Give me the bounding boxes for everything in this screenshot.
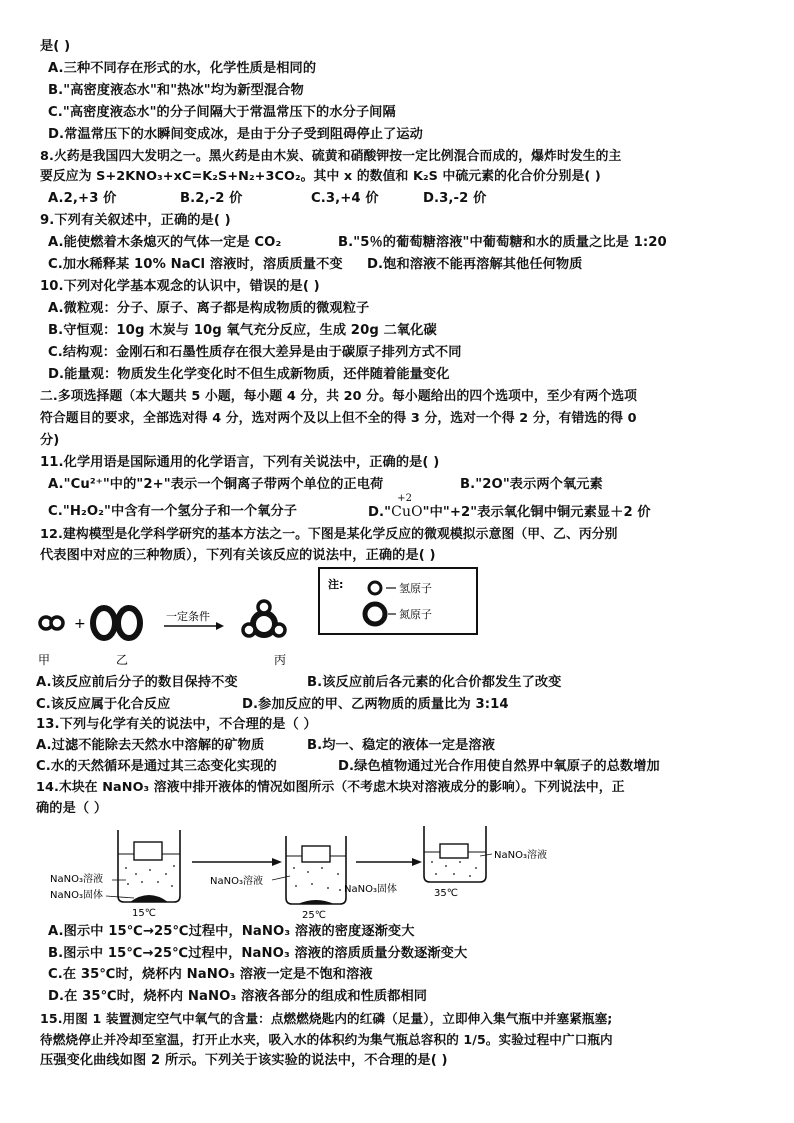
q11-option-c: C."H₂O₂"中含有一个氢分子和一个氧分子 bbox=[48, 504, 298, 519]
cuo-text: CuO bbox=[391, 504, 423, 520]
q8-option-c: C.3,+4 价 bbox=[311, 191, 379, 206]
legend-n-atom bbox=[365, 604, 385, 624]
q9-option-c: C.加水稀释某 10% NaCl 溶液时，溶质质量不变 bbox=[48, 257, 343, 272]
label-bing: 丙 bbox=[274, 653, 287, 667]
section2-header: 二.多项选择题（本大题共 5 小题，每小题 4 分，共 20 分。每小题给出的四个选项中，至少有两个选项 bbox=[40, 389, 638, 404]
q14-option-b: B.图示中 15℃→25℃过程中，NaNO₃ 溶液的溶质质量分数逐渐变大 bbox=[48, 946, 468, 961]
q13-option-c: C.水的天然循环是通过其三态变化实现的 bbox=[36, 759, 277, 774]
section2-header-cont: 符合题目的要求，全部选对得 4 分，选对两个及以上但不全的得 3 分，选对一个得 2 分，有错选的得 0 bbox=[40, 411, 637, 426]
legend-n-label: 氮原子 bbox=[399, 608, 432, 621]
q14-option-c: C.在 35℃时，烧杯内 NaNO₃ 溶液一定是不饱和溶液 bbox=[48, 967, 373, 982]
q10-option-c: C.结构观：金刚石和石墨性质存在很大差异是由于碳原子排列方式不同 bbox=[48, 345, 462, 360]
q8-option-b: B.2,-2 价 bbox=[180, 191, 243, 206]
q10-option-d: D.能量观：物质发生化学变化时不但生成新物质，还伴随着能量变化 bbox=[48, 367, 450, 382]
q14-stem: 14.木块在 NaNO₃ 溶液中排开液体的情况如图所示（不考虑木块对溶液成分的影响）。下列说法中，正 bbox=[36, 780, 625, 795]
q8-option-d: D.3,-2 价 bbox=[423, 191, 487, 206]
solution-label-2: NaNO₃溶液 bbox=[210, 876, 263, 887]
beaker-figure bbox=[50, 818, 570, 920]
q12-stem-cont: 代表图中对应的三种物质），下列有关该反应的说法中，正确的是( ) bbox=[40, 548, 436, 563]
q15-stem: 15.用图 1 装置测定空气中氧气的含量：点燃燃烧匙内的红磷（足量），立即伸入集气瓶中并塞紧瓶塞; bbox=[40, 1011, 613, 1026]
q9-stem: 9.下列有关叙述中，正确的是( ) bbox=[40, 213, 231, 228]
q12-option-c: C.该反应属于化合反应 bbox=[36, 697, 171, 712]
q7-option-d: D.常温常压下的水瞬间变成冰，是由于分子受到阻碍停止了运动 bbox=[48, 127, 423, 142]
q9-option-b: B."5％的葡萄糖溶液"中葡萄糖和水的质量之比是 1:20 bbox=[338, 235, 667, 250]
q7-option-a: A.三种不同存在形式的水，化学性质是相同的 bbox=[48, 61, 317, 76]
q11-option-d-suffix: "中"+2"表示氧化铜中铜元素显＋2 价 bbox=[422, 505, 651, 520]
q13-stem: 13.下列与化学有关的说法中，不合理的是（ ） bbox=[36, 717, 317, 732]
q14-stem-cont: 确的是（ ） bbox=[36, 801, 108, 816]
h2-molecule bbox=[40, 617, 63, 629]
temp-label-2: 25℃ bbox=[302, 910, 326, 920]
q10-option-a: A.微粒观：分子、原子、离子都是构成物质的微观粒子 bbox=[48, 301, 370, 316]
q7-option-c: C."高密度液态水"的分子间隔大于常温常压下的水分子间隔 bbox=[48, 105, 396, 120]
q11-stem: 11.化学用语是国际通用的化学语言，下列有关说法中，正确的是( ) bbox=[40, 455, 440, 470]
beaker-35c bbox=[424, 826, 486, 882]
q12-stem: 12.建构模型是化学科学研究的基本方法之一。下图是某化学反应的微观模拟示意图（甲、乙、丙分别 bbox=[40, 527, 618, 542]
condition-label: 一定条件 bbox=[166, 610, 210, 623]
q14-option-d: D.在 35℃时，烧杯内 NaNO₃ 溶液各部分的组成和性质都相同 bbox=[48, 989, 428, 1004]
q12-option-d: D.参加反应的甲、乙两物质的质量比为 3:14 bbox=[242, 697, 509, 712]
q9-option-a: A.能使燃着木条熄灭的气体一定是 CO₂ bbox=[48, 235, 282, 250]
valence-mark: +2 bbox=[397, 493, 413, 504]
reaction-model-figure bbox=[36, 566, 536, 672]
legend-h-atom bbox=[369, 582, 381, 594]
q14-option-a: A.图示中 15℃→25℃过程中，NaNO₃ 溶液的密度逐渐变大 bbox=[48, 924, 415, 939]
solid-label-2: NaNO₃固体 bbox=[344, 884, 397, 895]
q15-stem-cont: 待燃烧停止并冷却至室温，打开止水夹，吸入水的体积约为集气瓶总容积的 1/5。实验过程中广口瓶内 bbox=[40, 1032, 613, 1047]
plus-sign: + bbox=[74, 616, 86, 632]
q7-option-b: B."高密度液态水"和"热冰"均为新型混合物 bbox=[48, 83, 304, 98]
temp-label-1: 15℃ bbox=[132, 908, 156, 919]
solid-label-1: NaNO₃固体 bbox=[50, 890, 103, 901]
label-yi: 乙 bbox=[116, 653, 129, 667]
legend-h-label: 氢原子 bbox=[399, 582, 432, 595]
q7-stem-end: 是( ) bbox=[40, 39, 71, 54]
n2-molecule bbox=[93, 608, 140, 638]
q13-option-d: D.绿色植物通过光合作用使自然界中氧原子的总数增加 bbox=[338, 759, 660, 774]
section2-header-end: 分) bbox=[40, 433, 60, 448]
temp-label-3: 35℃ bbox=[434, 888, 458, 899]
q10-stem: 10.下列对化学基本观念的认识中，错误的是( ) bbox=[40, 279, 320, 294]
q11-option-b: B."2O"表示两个氧元素 bbox=[460, 477, 603, 492]
solution-label-1: NaNO₃溶液 bbox=[50, 874, 103, 885]
legend-title: 注: bbox=[328, 578, 344, 591]
solution-label-3: NaNO₃溶液 bbox=[494, 850, 547, 861]
q12-option-a: A.该反应前后分子的数目保持不变 bbox=[36, 675, 238, 690]
q9-option-d: D.饱和溶液不能再溶解其他任何物质 bbox=[367, 257, 583, 272]
q8-option-a: A.2,+3 价 bbox=[48, 191, 117, 206]
q11-option-d bbox=[368, 493, 651, 522]
q12-option-b: B.该反应前后各元素的化合价都发生了改变 bbox=[307, 675, 562, 690]
q8-stem: 8.火药是我国四大发明之一。黑火药是由木炭、硫黄和硝酸钾按一定比例混合而成的，爆炸时发生的主 bbox=[40, 149, 622, 164]
q15-stem-end: 压强变化曲线如图 2 所示。下列关于该实验的说法中，不合理的是( ) bbox=[40, 1053, 448, 1068]
cuo-formula bbox=[391, 493, 423, 521]
q11-option-d-prefix: D." bbox=[368, 505, 392, 520]
nh3-molecule bbox=[243, 601, 285, 636]
q13-option-b: B.均一、稳定的液体一定是溶液 bbox=[307, 738, 495, 753]
q8-stem-cont: 要反应为 S+2KNO₃+xC=K₂S+N₂+3CO₂。其中 x 的数值和 K₂S 中硫元素的化合价分别是( ) bbox=[40, 169, 601, 184]
label-jia: 甲 bbox=[38, 653, 51, 667]
q11-option-a: A."Cu²⁺"中的"2+"表示一个铜离子带两个单位的正电荷 bbox=[48, 477, 384, 492]
beaker-15c bbox=[118, 830, 180, 902]
q13-option-a: A.过滤不能除去天然水中溶解的矿物质 bbox=[36, 738, 265, 753]
beaker-25c bbox=[286, 836, 346, 904]
q10-option-b: B.守恒观：10g 木炭与 10g 氧气充分反应，生成 20g 二氧化碳 bbox=[48, 323, 437, 338]
